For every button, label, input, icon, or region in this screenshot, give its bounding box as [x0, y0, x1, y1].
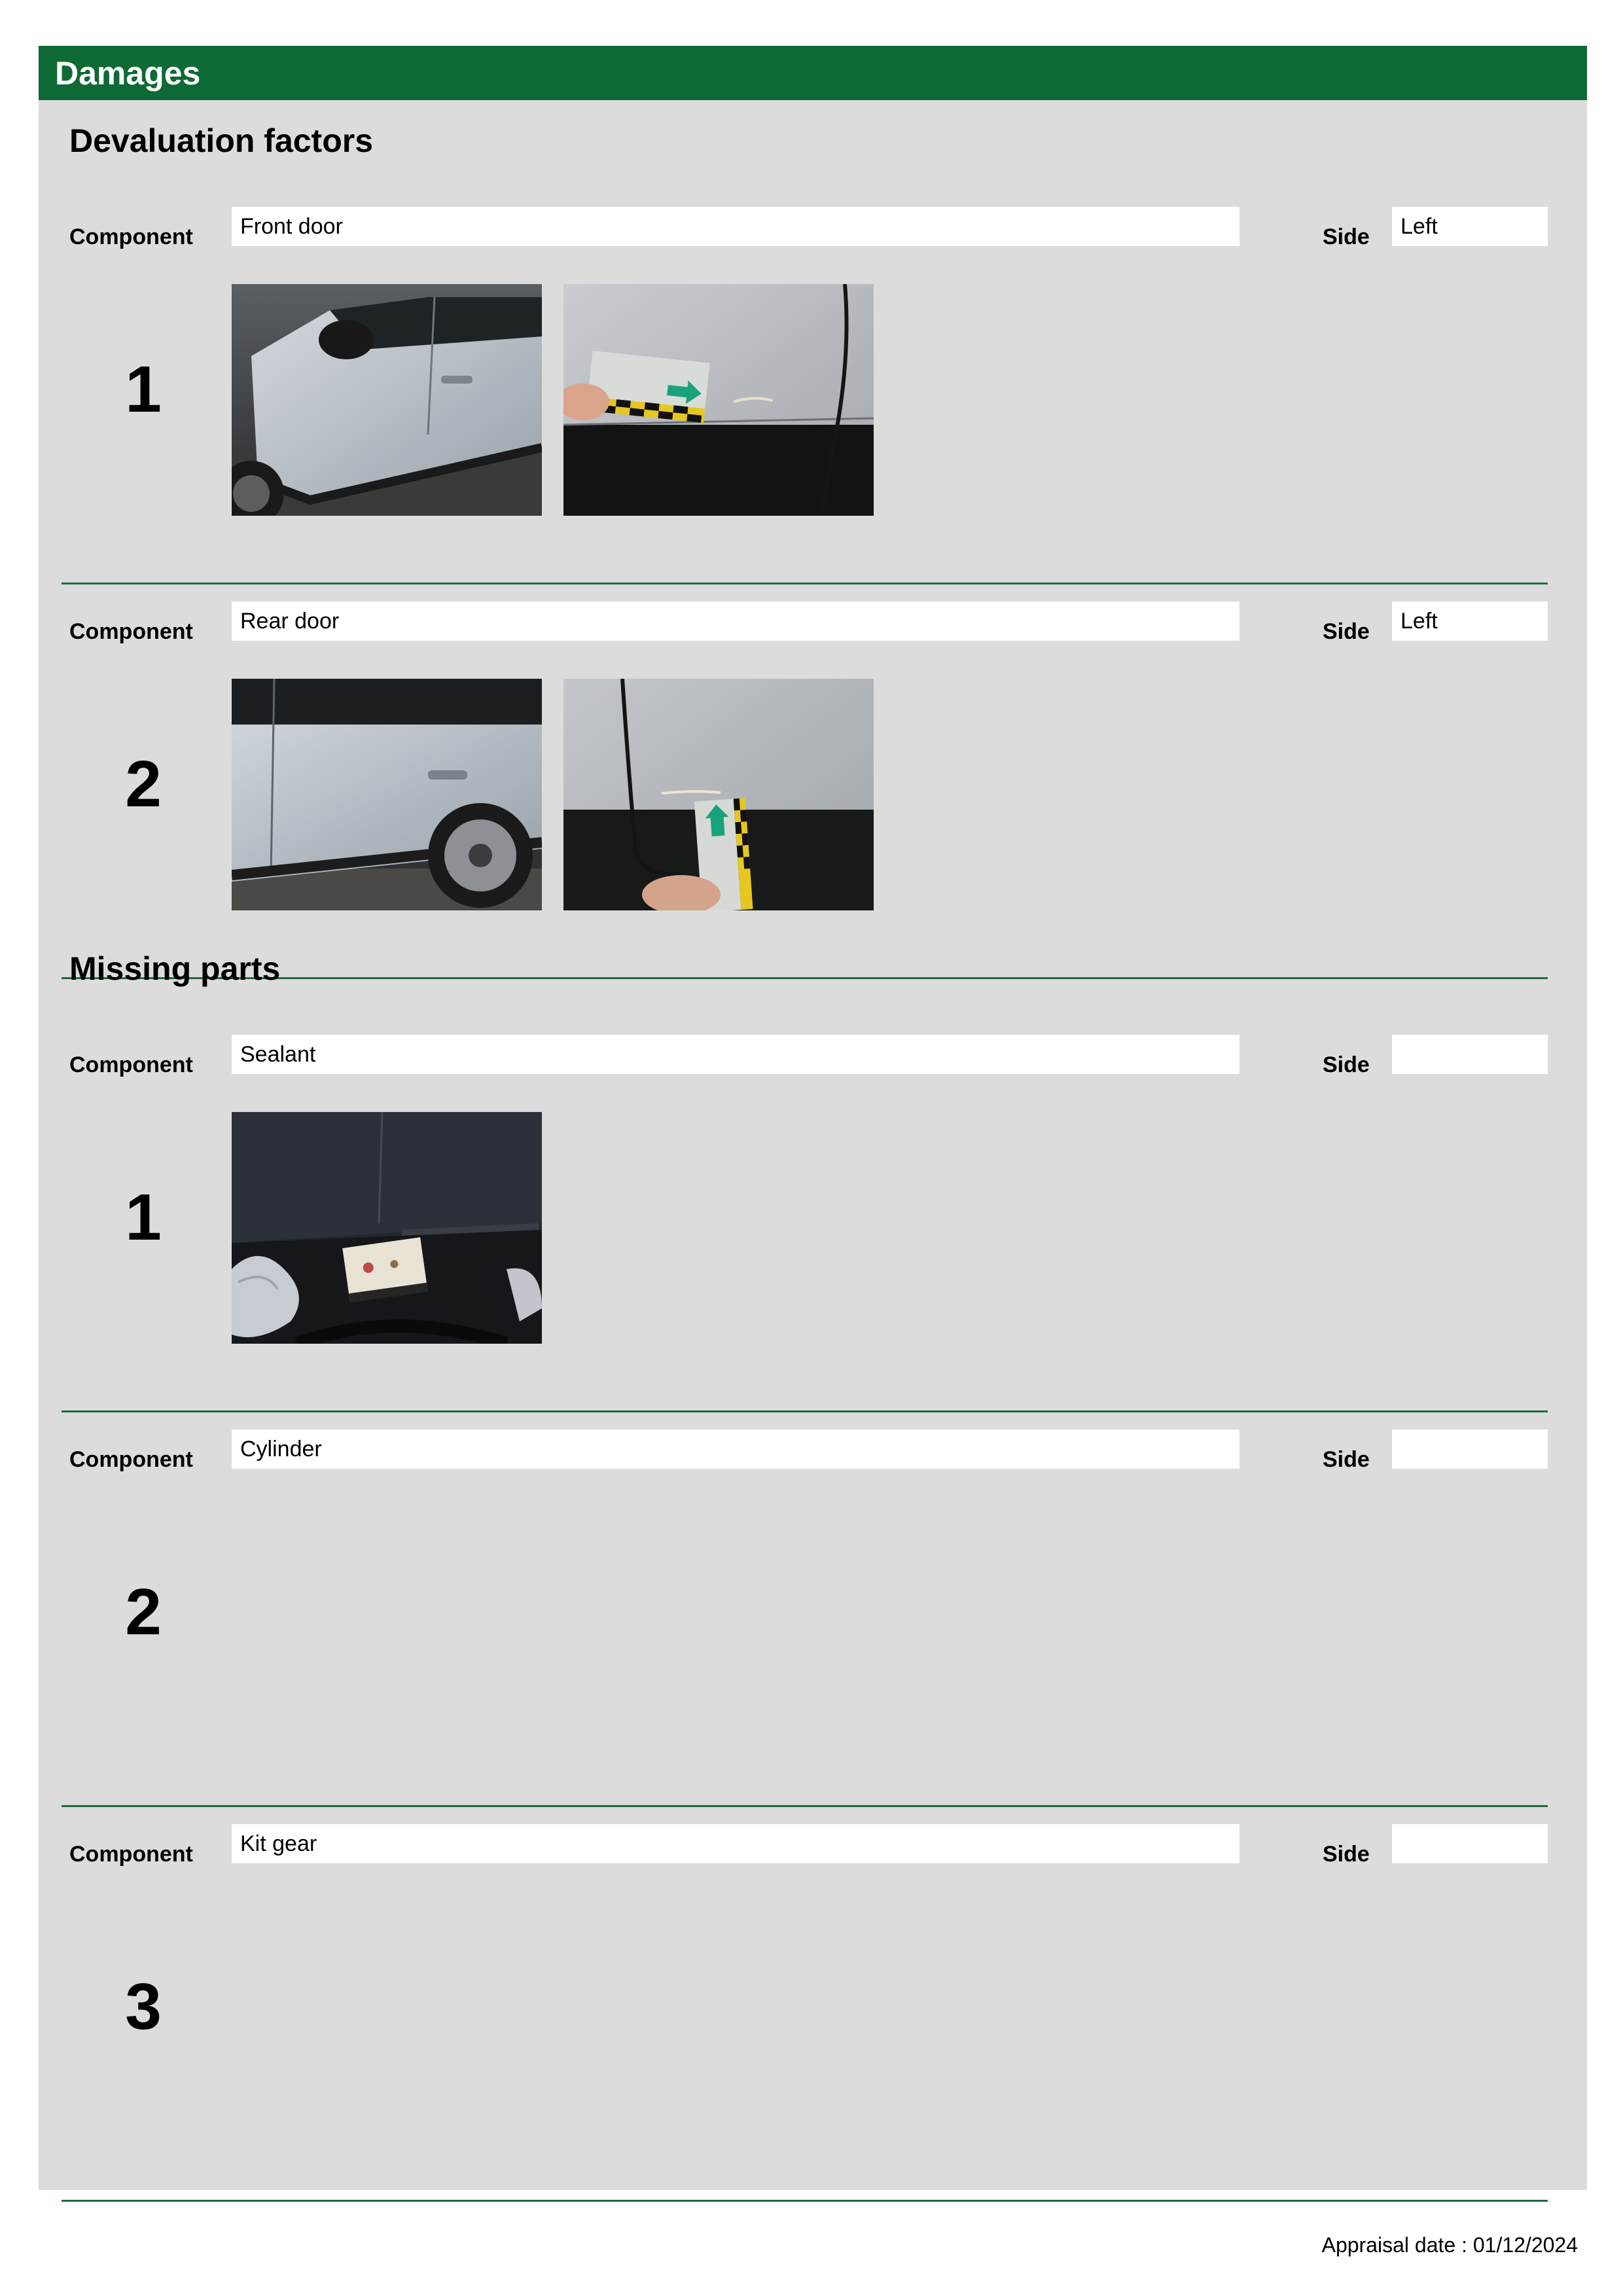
damage-photo[interactable] [232, 679, 542, 910]
component-label: Component [69, 224, 193, 249]
side-label: Side [1323, 1052, 1370, 1077]
missing-part-photo[interactable] [232, 1112, 542, 1344]
side-field: Left [1392, 207, 1548, 246]
side-label: Side [1323, 1842, 1370, 1867]
component-field: Kit gear [232, 1824, 1240, 1863]
header-bar [39, 46, 1587, 100]
component-field: Rear door [232, 601, 1240, 641]
trunk-sealant-photo [232, 1112, 542, 1344]
side-label: Side [1323, 1447, 1370, 1472]
item-number: 2 [125, 747, 162, 821]
rear-door-damage-gauge-photo [563, 679, 874, 910]
front-door-damage-gauge-photo [563, 284, 874, 516]
side-field: Left [1392, 601, 1548, 641]
side-field [1392, 1824, 1548, 1863]
damage-item [39, 190, 1587, 584]
missing-part-item [39, 1807, 1587, 2202]
damage-photo[interactable] [232, 284, 542, 516]
side-label: Side [1323, 619, 1370, 644]
missing-part-item [39, 1018, 1587, 1412]
side-field [1392, 1035, 1548, 1074]
section-title-devaluation: Devaluation factors [69, 122, 374, 159]
component-label: Component [69, 1052, 193, 1077]
component-field: Cylinder [232, 1429, 1240, 1469]
missing-part-item [39, 1412, 1587, 1807]
item-divider [62, 2200, 1548, 2202]
page-title: Damages [55, 55, 201, 92]
component-label: Component [69, 1842, 193, 1867]
component-label: Component [69, 1447, 193, 1472]
component-field: Front door [232, 207, 1240, 246]
item-number: 1 [125, 353, 162, 426]
car-rear-door-photo [232, 679, 542, 910]
section-title-missing-parts: Missing parts [69, 950, 281, 987]
side-field [1392, 1429, 1548, 1469]
appraisal-date: Appraisal date : 01/12/2024 [1321, 2233, 1578, 2257]
car-front-door-photo [232, 284, 542, 516]
item-divider [62, 977, 1548, 979]
component-label: Component [69, 619, 193, 644]
damage-item [39, 584, 1587, 979]
item-number: 1 [125, 1181, 162, 1254]
item-number: 2 [125, 1575, 162, 1649]
damage-photo[interactable] [563, 284, 874, 516]
damages-panel [39, 46, 1587, 2190]
component-field: Sealant [232, 1035, 1240, 1074]
item-number: 3 [125, 1970, 162, 2043]
damage-photo[interactable] [563, 679, 874, 910]
side-label: Side [1323, 224, 1370, 249]
